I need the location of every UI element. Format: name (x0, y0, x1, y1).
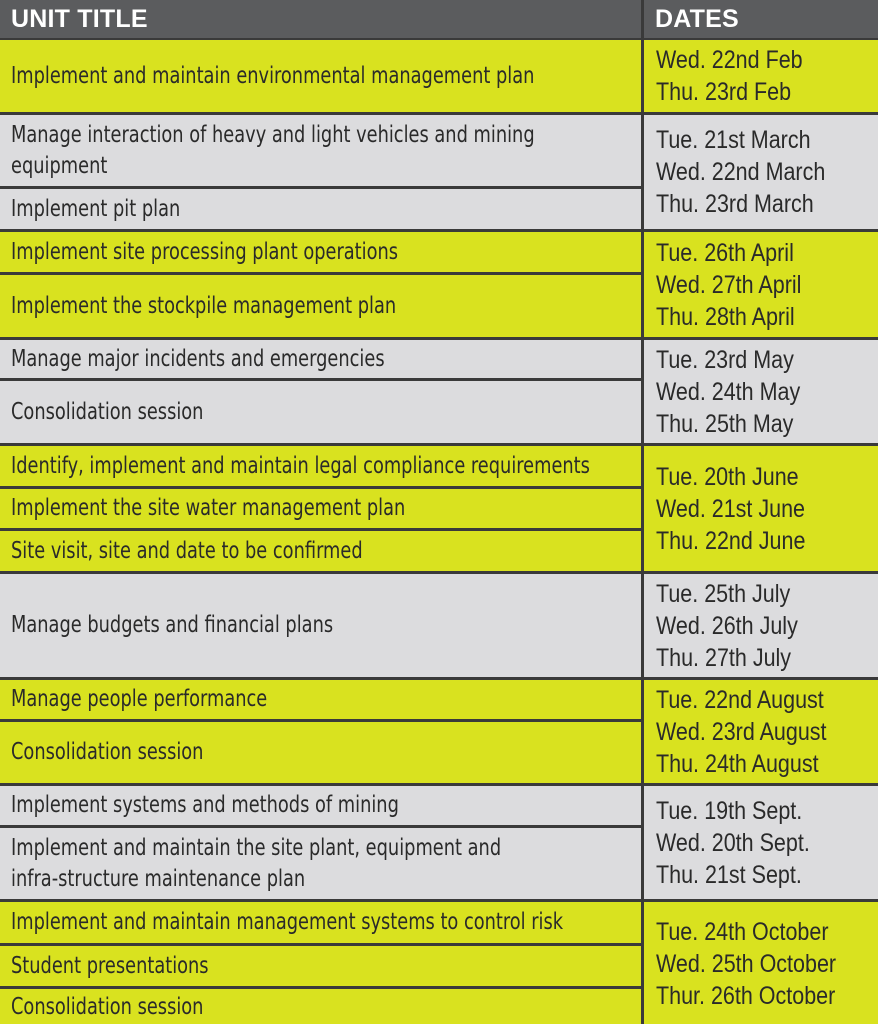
dates-cell (644, 446, 878, 571)
unit-title-text: Implement and maintain the site plant, equipment and infra-structure maintenance plan (11, 834, 502, 892)
unit-title-cell (0, 189, 641, 229)
unit-title-text: Implement and maintain management systems to control risk (11, 909, 564, 935)
dates-cell (644, 40, 878, 112)
dates-list (656, 44, 826, 108)
unit-title-cell (0, 340, 641, 378)
unit-title-text: Implement the stockpile management plan (11, 292, 397, 319)
unit-title-cell (0, 786, 641, 825)
unit-title-cell (0, 722, 641, 783)
unit-title-text: Consolidation session (11, 994, 204, 1020)
unit-title-text: Consolidation session (11, 739, 204, 765)
unit-title-text: Manage budgets and financial plans (11, 612, 334, 638)
date-line: Wed. 23rd August (656, 717, 827, 746)
unit-title-header: UNIT TITLE (0, 0, 641, 38)
date-line: Wed. 27th April (656, 270, 802, 299)
date-line: Tue. 25th July (656, 579, 791, 608)
dates-cell (644, 232, 878, 337)
unit-title-cell (0, 115, 641, 186)
date-line: Tue. 21st March (656, 126, 811, 154)
unit-title-text: Implement the site water management plan (11, 495, 406, 521)
date-line: Wed. 26th July (656, 611, 798, 640)
dates-cell (644, 680, 878, 783)
date-line: Wed. 22nd Feb (656, 46, 803, 74)
date-line: Wed. 25th October (656, 950, 837, 978)
unit-title-cell (0, 531, 641, 571)
unit-title-text: Implement pit plan (11, 195, 181, 222)
dates-list (656, 237, 825, 333)
date-line: Tue. 20th June (656, 462, 799, 491)
dates-cell (644, 786, 878, 899)
dates-cell (644, 902, 878, 1024)
dates-list (656, 578, 821, 674)
dates-list (656, 461, 830, 557)
dates-list (656, 124, 853, 220)
date-line: Thu. 28th April (656, 302, 795, 331)
dates-cell (644, 340, 878, 443)
date-line: Tue. 19th Sept. (656, 796, 803, 825)
date-line: Wed. 21st June (656, 494, 806, 523)
unit-title-cell (0, 989, 641, 1024)
unit-title-text: Consolidation session (11, 398, 204, 425)
date-line: Thu. 23rd Feb (656, 78, 792, 106)
date-line: Tue. 23rd May (656, 345, 794, 374)
date-line: Thur. 26th October (656, 982, 836, 1010)
unit-title-cell (0, 680, 641, 719)
unit-title-cell (0, 446, 641, 486)
dates-list (656, 795, 835, 891)
unit-title-text: Implement and maintain environmental management plan (11, 62, 535, 89)
dates-list (656, 684, 854, 780)
date-line: Thu. 21st Sept. (656, 860, 802, 889)
unit-title-cell (0, 275, 641, 337)
dates-cell (644, 574, 878, 677)
date-line: Tue. 24th October (656, 918, 829, 946)
dates-header: DATES (644, 0, 878, 38)
unit-title-cell (0, 232, 641, 272)
unit-title-text: Implement systems and methods of mining (11, 792, 399, 818)
date-line: Wed. 22nd March (656, 158, 826, 186)
unit-title-text: Student presentations (11, 952, 209, 979)
date-line: Thu. 25th May (656, 409, 794, 438)
unit-title-text: Manage people performance (11, 686, 268, 712)
unit-title-cell (0, 828, 641, 899)
unit-title-cell (0, 489, 641, 528)
dates-list (656, 344, 824, 440)
unit-title-cell (0, 574, 641, 677)
date-line: Thu. 27th July (656, 643, 792, 672)
unit-title-cell (0, 381, 641, 443)
unit-title-cell (0, 40, 641, 112)
unit-title-text: Manage interaction of heavy and light vehicles and mining equipment (11, 121, 535, 179)
date-line: Thu. 22nd June (656, 526, 806, 555)
date-line: Tue. 26th April (656, 238, 794, 267)
unit-title-text: Site visit, site and date to be confirmed (11, 537, 363, 564)
date-line: Wed. 20th Sept. (656, 828, 810, 857)
unit-title-text: Manage major incidents and emergencies (11, 345, 385, 372)
dates-list (656, 916, 865, 1012)
date-line: Wed. 24th May (656, 377, 801, 406)
unit-title-cell (0, 946, 641, 986)
unit-title-cell (0, 902, 641, 943)
date-line: Tue. 22nd August (656, 685, 824, 714)
date-line: Thu. 23rd March (656, 190, 814, 218)
date-line: Thu. 24th August (656, 749, 819, 778)
unit-title-text: Identify, implement and maintain legal compliance requirements (11, 452, 590, 479)
dates-cell (644, 115, 878, 229)
unit-title-text: Implement site processing plant operations (11, 238, 399, 265)
